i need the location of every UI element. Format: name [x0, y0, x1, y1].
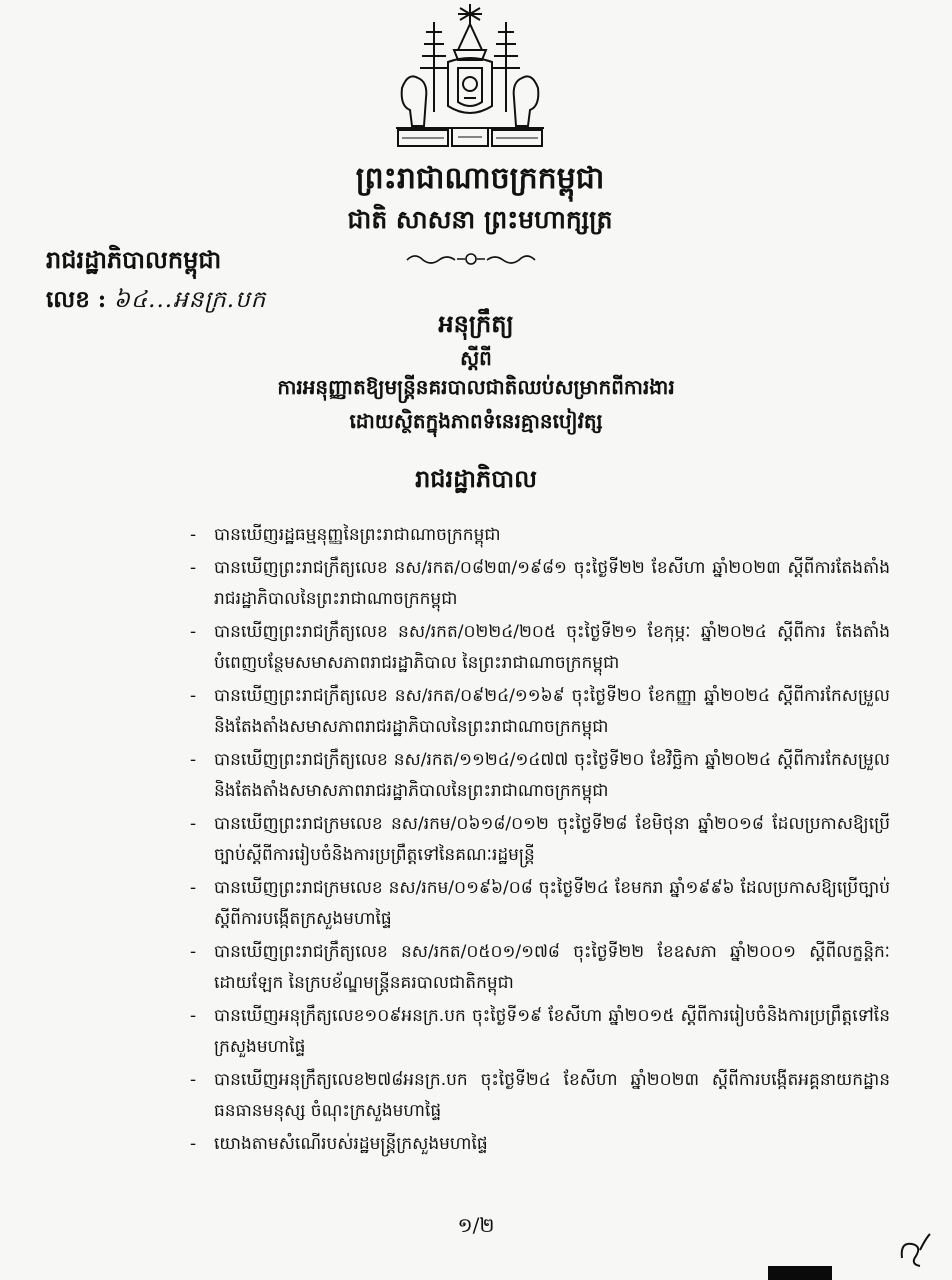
bullet-dash: -	[190, 1006, 197, 1026]
redaction-bar	[768, 1266, 832, 1280]
reference-number-label: លេខ :	[46, 286, 107, 313]
bullet-dash: -	[190, 1134, 197, 1154]
bullet-dash: -	[190, 525, 197, 545]
decorative-divider-icon	[405, 250, 537, 268]
issuing-authority: រាជរដ្ឋាភិបាល	[415, 464, 537, 493]
reference-number-value: ៦៤...អនក្រ.បក	[113, 287, 267, 313]
clause-text: បានឃើញព្រះរាជក្រឹត្យលេខ នស/រកត/០៥០១/១៧៨ ចុះថ្ងៃទី២២ ខែឧសភា ឆ្នាំ២០០១ ស្តីពីលក្ខន្តិកៈដោយឡែក នៃក្របខ័ណ្ឌមន្ត្រីនគរបាលជាតិកម្ពុជា	[214, 942, 890, 993]
subject-line-2: ដោយស្ថិតក្នុងភាពទំនេរគ្មានបៀវត្ស	[349, 409, 603, 433]
about-label: ស្តីពី	[460, 346, 492, 370]
clause-text: បានឃើញរដ្ឋធម្មនុញ្ញនៃព្រះរាជាណាចក្រកម្ពុជា	[214, 525, 501, 545]
clause-text: បានឃើញព្រះរាជក្រមលេខ នស/រកម/០៦១៨/០១២ ចុះថ្ងៃទី២៨ ខែមិថុនា ឆ្នាំ២០១៨ ដែលប្រកាសឱ្យប្រើច្បាប់ស្តីពីការរៀបចំនិងការប្រព្រឹត្តទៅនៃគណៈរដ្ឋមន្ត្រី	[214, 814, 890, 865]
bullet-dash: -	[190, 686, 197, 706]
handwritten-initials-icon	[896, 1230, 936, 1270]
bullet-dash: -	[190, 750, 197, 770]
clause-text: យោងតាមសំណើរបស់រដ្ឋមន្ត្រីក្រសួងមហាផ្ទៃ	[214, 1134, 488, 1154]
clause-text: បានឃើញអនុក្រឹត្យលេខ២៧៨អនក្រ.បក ចុះថ្ងៃទី២៤ ខែសីហា ឆ្នាំ២០២៣ ស្តីពីការបង្កើតអគ្គនាយកដ្ឋានធនធានមនុស្ស ចំណុះក្រសួងមហាផ្ទៃ	[214, 1070, 890, 1121]
clause-text: បានឃើញព្រះរាជក្រឹត្យលេខ នស/រកត/០៩២៤/១១៦៩ ចុះថ្ងៃទី២០ ខែកញ្ញា ឆ្នាំ២០២៤ ស្តីពីការកែសម្រួលនិងតែងតាំងសមាសភាពរាជរដ្ឋាភិបាលនៃព្រះរាជាណាចក្រកម្ពុជា	[214, 686, 890, 737]
list-item	[190, 873, 890, 935]
list-item	[190, 681, 890, 743]
list-item	[190, 745, 890, 807]
list-item	[190, 520, 890, 551]
clause-text: បានឃើញព្រះរាជក្រឹត្យលេខ នស/រកត/០៨២៣/១៩៨១ ចុះថ្ងៃទី២២ ខែសីហា ឆ្នាំ២០២៣ ស្តីពីការតែងតាំងរាជរដ្ឋាភិបាលនៃព្រះរាជាណាចក្រកម្ពុជា	[214, 558, 890, 609]
list-item	[190, 937, 890, 999]
clause-text: បានឃើញព្រះរាជក្រមលេខ នស/រកម/០១៩៦/០៨ ចុះថ្ងៃទី២៤ ខែមករា ឆ្នាំ១៩៩៦ ដែលប្រកាសឱ្យប្រើច្បាប់ស្តីពីការបង្កើតក្រសួងមហាផ្ទៃ	[214, 878, 890, 929]
bullet-dash: -	[190, 622, 197, 642]
document-type: អនុក្រឹត្យ	[438, 309, 514, 338]
clause-text: បានឃើញព្រះរាជក្រឹត្យលេខ នស/រកត/០២២៤/២០៥ ចុះថ្ងៃទី២១ ខែកុម្ភៈ ឆ្នាំ២០២៤ ស្តីពីការ តែងតាំងបំពេញបន្ថែមសមាសភាពរាជរដ្ឋាភិបាល នៃព្រះរាជាណាចក្រកម្ពុជា	[214, 622, 890, 673]
bullet-dash: -	[190, 878, 197, 898]
bullet-dash: -	[190, 942, 197, 962]
list-item	[190, 617, 890, 679]
royal-coat-of-arms-icon	[388, 2, 552, 154]
clause-text: បានឃើញអនុក្រឹត្យលេខ១០៩អនក្រ.បក ចុះថ្ងៃទី១៩ ខែសីហា ឆ្នាំ២០១៥ ស្តីពីការរៀបចំនិងការប្រព្រឹត្តទៅនៃក្រសួងមហាផ្ទៃ	[214, 1006, 890, 1057]
list-item	[190, 1129, 890, 1160]
recitals-list	[190, 520, 890, 1162]
subject-line-1: ការអនុញ្ញាតឱ្យមន្ត្រីនគរបាលជាតិឈប់សម្រាកពីការងារ	[277, 375, 675, 399]
list-item	[190, 1001, 890, 1063]
government-name: រាជរដ្ឋាភិបាលកម្ពុជា	[46, 245, 222, 274]
kingdom-title: ព្រះរាជាណាចក្រកម្ពុជា	[355, 161, 605, 196]
list-item	[190, 809, 890, 871]
clause-text: បានឃើញព្រះរាជក្រឹត្យលេខ នស/រកត/១១២៤/១៤៧៧ ចុះថ្ងៃទី២០ ខែវិច្ឆិកា ឆ្នាំ២០២៤ ស្តីពីការកែសម្រួលនិងតែងតាំងសមាសភាពរាជរដ្ឋាភិបាលនៃព្រះរាជាណាចក្រកម្ពុជា	[214, 750, 890, 801]
bullet-dash: -	[190, 1070, 197, 1090]
list-item	[190, 553, 890, 615]
bullet-dash: -	[190, 558, 197, 578]
national-motto: ជាតិ សាសនា ព្រះមហាក្សត្រ	[347, 205, 613, 234]
page-number: ១/២	[457, 1213, 495, 1237]
list-item	[190, 1065, 890, 1127]
bullet-dash: -	[190, 814, 197, 834]
